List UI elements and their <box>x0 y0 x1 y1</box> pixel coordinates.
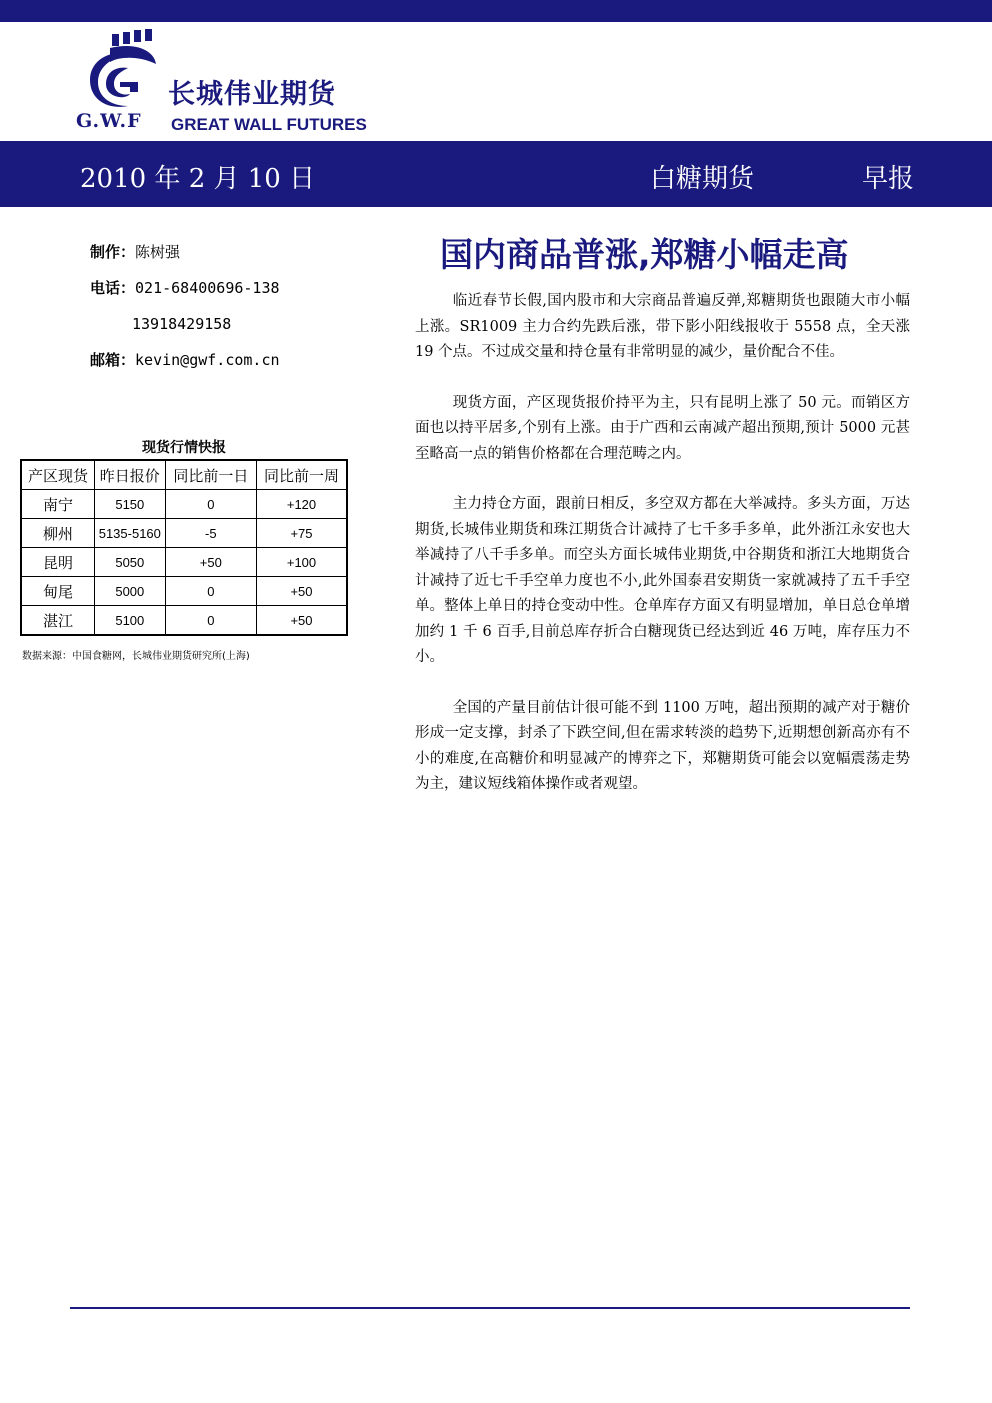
phone-number: 021-68400696-138 <box>135 279 280 297</box>
email-label: 邮箱： <box>90 351 136 369</box>
day-change-cell: +50 <box>165 548 256 577</box>
table-row <box>21 519 347 548</box>
report-product: 白糖期货 <box>650 164 755 194</box>
logo-name-en: GREAT WALL FUTURES <box>171 115 367 134</box>
report-date: 2010 年 2 月 10 日 <box>80 164 316 194</box>
maker-name: 陈树强 <box>135 243 181 261</box>
table-header-row <box>21 460 347 490</box>
column-header: 昨日报价 <box>94 460 165 490</box>
mobile-number: 13918429158 <box>132 315 232 333</box>
data-source-note: 数据来源：中国食糖网，长城伟业期货研究所(上海) <box>22 651 250 662</box>
price-cell: 5100 <box>94 606 165 636</box>
phone-label: 电话： <box>90 279 136 297</box>
week-change-cell: +75 <box>257 519 347 548</box>
article-paragraph: 主力持仓方面，跟前日相反，多空双方都在大举减持。多头方面，万达期货,长城伟业期货和珠江期货合计减持了七千多手多单，此外浙江永安也大举减持了八千手多单。而空头方面长城伟业期货,中谷期货和浙江大地期货合计减持了近七千手空单力度也不小,此外国泰君安期货一家就减持了五千手空单。整体上单日的持仓变动中性。仓单库存方面又有明显增加，单日总仓单增加约 1 千 6 百手,目前总库存折合白糖现货已经达到近 46 万吨，库存压力不小。 <box>415 496 910 665</box>
table-row <box>21 606 347 636</box>
column-header: 同比前一日 <box>165 460 256 490</box>
spot-price-table <box>20 459 348 636</box>
table-row <box>21 577 347 606</box>
article-paragraph: 临近春节长假,国内股市和大宗商品普遍反弹,郑糖期货也跟随大市小幅上涨。SR1009 主力合约先跌后涨，带下影小阳线报收于 5558 点，全天涨 19 个点。不过成交量和持仓量有非常明显的减少，量价配合不佳。 <box>415 293 910 360</box>
region-cell: 柳州 <box>21 519 94 548</box>
region-cell: 甸尾 <box>21 577 94 606</box>
article-headline: 国内商品普涨,郑糖小幅走高 <box>440 235 849 274</box>
price-cell: 5050 <box>94 548 165 577</box>
table-row <box>21 548 347 577</box>
region-cell: 南宁 <box>21 490 94 519</box>
price-cell: 5000 <box>94 577 165 606</box>
day-change-cell: 0 <box>165 606 256 636</box>
column-header: 同比前一周 <box>257 460 347 490</box>
great-wall-logo-icon <box>80 28 164 114</box>
week-change-cell: +50 <box>257 606 347 636</box>
column-header: 产区现货 <box>21 460 94 490</box>
day-change-cell: 0 <box>165 490 256 519</box>
email-address: kevin@gwf.com.cn <box>135 351 280 369</box>
phone-row <box>90 276 280 312</box>
article-paragraph: 全国的产量目前估计很可能不到 1100 万吨，超出预期的减产对于糖价形成一定支撑，封杀了下跌空间,但在需求转淡的趋势下,近期想创新高亦有不小的难度,在高糖价和明显减产的博弈之下，郑糖期货可能会以宽幅震荡走势为主，建议短线箱体操作或者观望。 <box>415 699 910 792</box>
price-cell: 5150 <box>94 490 165 519</box>
day-change-cell: -5 <box>165 519 256 548</box>
article-paragraph: 现货方面，产区现货报价持平为主，只有昆明上涨了 50 元。而销区方面也以持平居多,个别有上涨。由于广西和云南减产超出预期,预计 5000 元甚至略高一点的销售价格都在合理范畴之内。 <box>415 394 910 462</box>
week-change-cell: +120 <box>257 490 347 519</box>
logo-name-cn: 长城伟业期货 <box>168 79 336 110</box>
price-cell: 5135-5160 <box>94 519 165 548</box>
article-body <box>415 289 910 823</box>
maker-label: 制作： <box>90 243 136 261</box>
mobile-row <box>90 312 280 348</box>
maker-row <box>90 240 280 276</box>
footer-divider <box>70 1307 910 1309</box>
top-bar <box>0 0 992 22</box>
region-cell: 湛江 <box>21 606 94 636</box>
author-block <box>90 240 280 384</box>
spot-table-title: 现货行情快报 <box>142 440 226 456</box>
header-band <box>0 141 992 207</box>
week-change-cell: +100 <box>257 548 347 577</box>
week-change-cell: +50 <box>257 577 347 606</box>
email-row <box>90 348 280 384</box>
table-row <box>21 490 347 519</box>
logo-abbr: G.W.F <box>76 110 142 132</box>
day-change-cell: 0 <box>165 577 256 606</box>
region-cell: 昆明 <box>21 548 94 577</box>
report-type: 早报 <box>862 164 915 194</box>
